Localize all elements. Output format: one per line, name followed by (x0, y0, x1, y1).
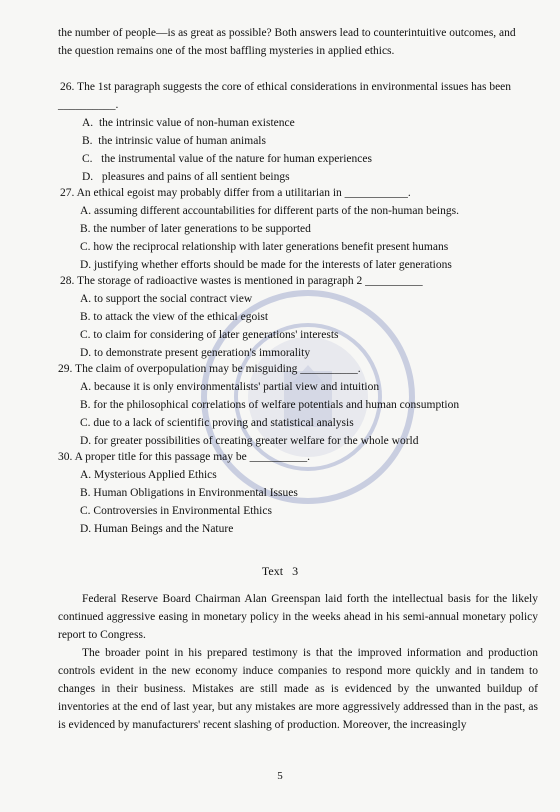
question-29-option-d: D. for greater possibilities of creating greater welfare for the whole world (80, 435, 419, 447)
text3-paragraph-2: The broader point in his prepared testimony is that the improved information and production controls evident in the new economy induce companies to respond more quickly and in tandem to changes in their business. Mistakes are still made as is evidenced by the unwanted buildup of inventories at the end of last year, but any mistakes are more aggressively addressed than in the past, as is evidenced by manufacturers' recent slashing of production. Moreover, the increasingly (58, 647, 538, 731)
option-letter: D. (82, 171, 94, 183)
question-26-blank: __________. (58, 99, 119, 111)
option-text: the intrinsic value of human animals (98, 135, 266, 147)
section-heading: Text 3 (261, 564, 299, 578)
question-27-option-c: C. how the reciprocal relationship with later generations benefit present humans (80, 241, 449, 253)
page-number: 5 (277, 770, 283, 782)
option-letter: C. (82, 153, 93, 165)
question-26-option-c (82, 152, 372, 166)
question-27-option-a: A. assuming different accountabilities for different parts of the non-human beings. (80, 205, 459, 217)
question-26-stem: 26. The 1st paragraph suggests the core of ethical considerations in environmental issues has been (60, 81, 512, 93)
question-29-option-a: A. because it is only environmentalists' partial view and intuition (80, 381, 380, 393)
question-28-option-b: B. to attack the view of the ethical egoist (80, 311, 269, 323)
question-30-option-b: B. Human Obligations in Environmental Issues (80, 487, 298, 499)
question-28-option-c: C. to claim for considering of later generations' interests (80, 329, 339, 341)
question-30-option-d: D. Human Beings and the Nature (80, 523, 234, 535)
question-29-option-b: B. for the philosophical correlations of welfare potentials and human consumption (80, 399, 460, 411)
question-30-option-c: C. Controversies in Environmental Ethics (80, 505, 272, 517)
question-29-stem: 29. The claim of overpopulation may be misguiding __________. (58, 363, 361, 375)
question-28-stem: 28. The storage of radioactive wastes is mentioned in paragraph 2 __________ (60, 275, 423, 287)
question-27-option-d: D. justifying whether efforts should be made for the interests of later generations (80, 259, 452, 271)
question-26-option-b (82, 134, 266, 148)
question-29-option-c: C. due to a lack of scientific proving and statistical analysis (80, 417, 354, 429)
option-letter: B. (82, 135, 93, 147)
question-27-option-b: B. the number of later generations to be supported (80, 223, 311, 235)
question-26-option-d (82, 170, 290, 184)
question-27-stem: 27. An ethical egoist may probably differ from a utilitarian in ___________. (60, 187, 411, 199)
intro-text-line-2: the question remains one of the most baffling mysteries in applied ethics. (58, 45, 395, 57)
text3-paragraph-1: Federal Reserve Board Chairman Alan Greenspan laid forth the intellectual basis for the likely continued aggressive easing in monetary policy in the weeks ahead in his semi-annual monetary policy report to Congress. (58, 593, 538, 641)
question-28-option-a: A. to support the social contract view (80, 293, 253, 305)
option-letter: A. (82, 117, 94, 129)
question-30-stem: 30. A proper title for this passage may be __________. (58, 451, 311, 463)
intro-text-line-1: the number of people—is as great as possible? Both answers lead to counterintuitive outcomes, and (58, 27, 516, 39)
question-28-option-d: D. to demonstrate present generation's immorality (80, 347, 311, 359)
option-text: pleasures and pains of all sentient beings (101, 171, 290, 183)
question-30-option-a: A. Mysterious Applied Ethics (80, 469, 217, 481)
option-text: the instrumental value of the nature for human experiences (101, 153, 372, 165)
option-text: the intrinsic value of non-human existence (98, 117, 295, 129)
question-26-option-a (82, 116, 295, 130)
